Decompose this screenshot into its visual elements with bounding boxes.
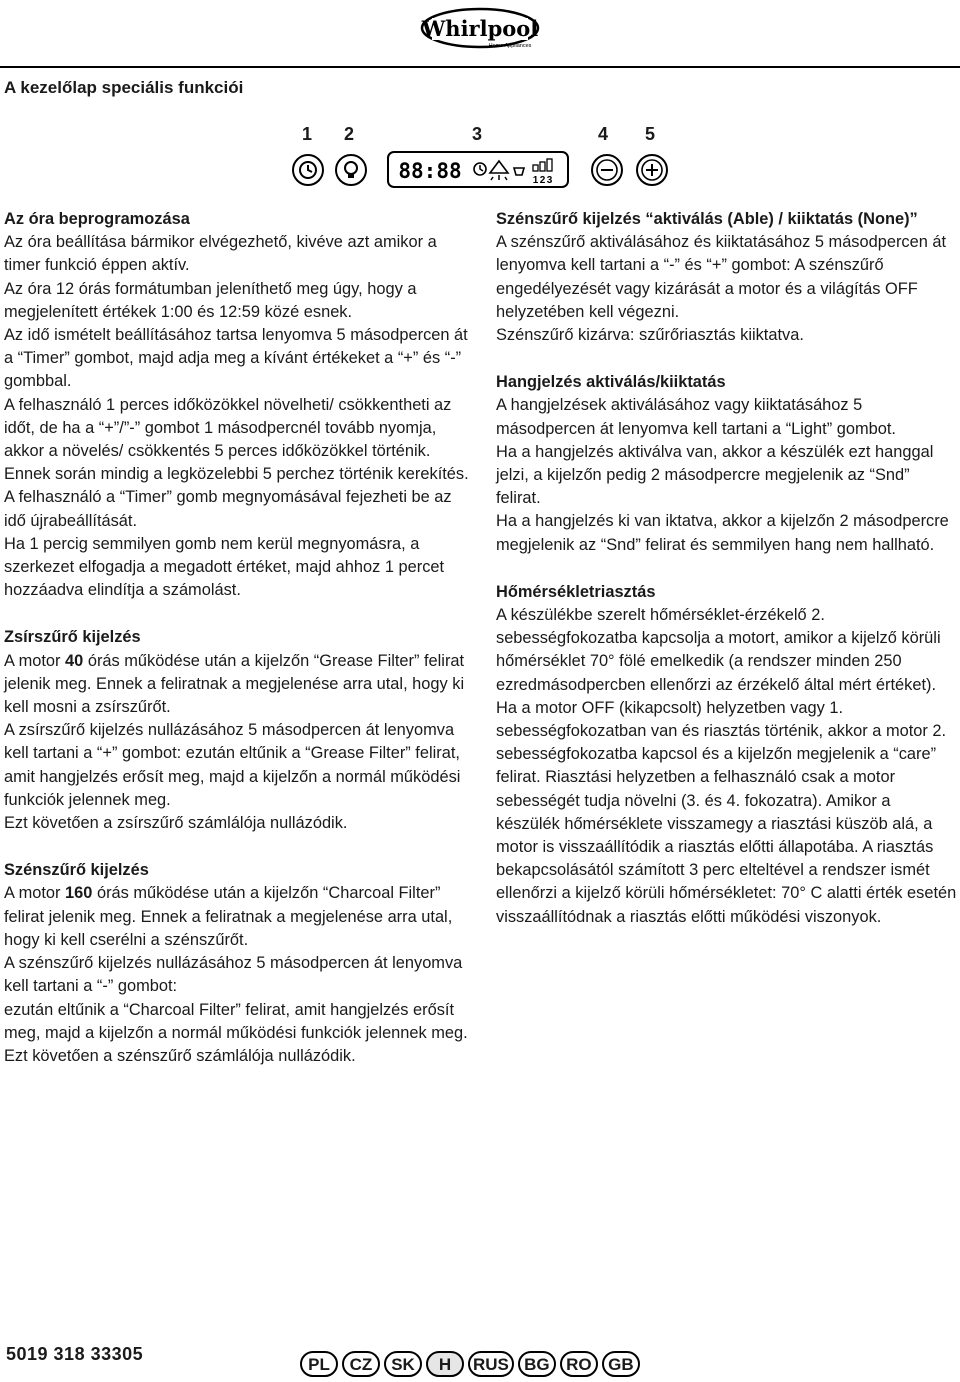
right-column — [496, 208, 958, 929]
svg-text:Whirlpool: Whirlpool — [421, 16, 539, 41]
document-code: 5019 318 33305 — [6, 1344, 144, 1364]
paragraph: Ha a hangjelzés ki van iktatva, akkor a kijelzőn 2 másodpercre megjelenik az “Snd” felirat és semmilyen hang nem hallható. — [496, 512, 949, 554]
paragraph: Ha a motor OFF (kikapcsolt) helyzetben vagy 1. sebességfokozatban van és riasztás történik, akkor a motor 2. sebességfokozatba kapcsol és a kijelzőn megjelenik a “care” felirat. Riasztási helyzetben a felhasználó csak a motor sebességét tudja növelni (3. és 4. fokozatra). Amikor a készülék hőmérséklete visszamegy a riasztási küszöb alá, a motor is visszaállítódik a riasztás előtti állapotába. A riasztás bekapcsolásától számított 3 perc elteltével a rendszer ismét ellenőrzi a kijelző körüli hőmérsékletet: 70° C alatti érték esetén visszaállítódnak a riasztás előtti működési viszonyok. — [496, 698, 957, 926]
paragraph: Ha a hangjelzés aktiválva van, akkor a készülék ezt hanggal jelzi, a kijelzőn pedig 2 másodpercre megjelenik az “Snd” felirat. — [496, 442, 934, 508]
paragraph: ezután eltűnik a “Charcoal Filter” felirat, amit hangjelzés erősít meg, majd a kijelzőn a normál működési funkciók jelennek meg. — [4, 1000, 468, 1042]
language-badge-ro: RO — [560, 1351, 598, 1377]
paragraph: A szénszűrő kijelzés nullázásához 5 másodpercen át lenyomva kell tartani a “-” gombot: — [4, 954, 463, 996]
clock-button[interactable] — [293, 155, 323, 185]
light-button[interactable] — [336, 155, 366, 185]
paragraph: A zsírszűrő kijelzés nullázásához 5 másodpercen át lenyomva kell tartani a “+” gombot: ezután eltűnik a “Grease Filter” felirat, amit hangjelzés erősít meg, majd a kijelzőn a normál működési funkciók jelennek meg. — [4, 721, 461, 809]
panel-number-3: 3 — [472, 124, 483, 144]
plus-button[interactable] — [637, 155, 667, 185]
paragraph: Ha 1 percig semmilyen gomb nem kerül megnyomásra, a szerkezet elfogadja a megadott értéket, majd ahhoz 1 percet hozzáadva elindítja a számolást. — [4, 534, 445, 600]
paragraph: A motor 160 órás működése után a kijelzőn “Charcoal Filter” felirat jelenik meg. Ennek a feliratnak a megjelenése arra utal, hogy ki kell cserélni a szénszűrőt. — [4, 884, 453, 949]
section-title-temperature-alarm: Hőmérsékletriasztás — [496, 582, 656, 601]
whirlpool-logo — [418, 6, 542, 54]
language-badge-pl: PL — [300, 1351, 338, 1377]
panel-button-numbers — [0, 124, 960, 148]
language-badge-cz: CZ — [342, 1351, 380, 1377]
minus-button[interactable] — [592, 155, 622, 185]
paragraph: Az idő ismételt beállításához tartsa lenyomva 5 másodpercen át a “Timer” gombot, majd adja meg a kívánt értékeket a “+” és “-” gombbal. — [4, 326, 468, 391]
paragraph: A felhasználó a “Timer” gomb megnyomásával fejezheti be az idő újrabeállítását. — [4, 488, 452, 530]
control-panel-diagram — [288, 150, 672, 190]
language-badge-rus: RUS — [468, 1351, 514, 1377]
paragraph: Ezt követően a zsírszűrő számlálója nullázódik. — [4, 814, 348, 833]
section-title-grease-filter: Zsírszűrő kijelzés — [4, 628, 141, 647]
display-digits: 88:88 — [398, 159, 462, 183]
speed-label-1: 1 — [532, 175, 539, 186]
paragraph: A felhasználó 1 perces időközökkel növelheti/ csökkentheti az időt, de ha a “+”/”-” gombot 1 másodpercnél tovább nyomja, akkor a növelés/ csökkentés 5 perces időközökkel történik. Ennek során mindig a legközelebbi 5 perchez történik kerekítés. — [4, 395, 469, 484]
section-title-charcoal-filter: Szénszűrő kijelzés — [4, 861, 149, 880]
paragraph: Ezt követően a szénszűrő számlálója nullázódik. — [4, 1046, 356, 1065]
svg-text:Home Appliances: Home Appliances — [488, 43, 532, 49]
panel-number-5: 5 — [645, 124, 656, 144]
language-badge-bg: BG — [518, 1351, 556, 1377]
speed-label-2: 2 — [539, 175, 546, 186]
paragraph: Az óra 12 órás formátumban jeleníthető meg úgy, hogy a megjelenített értékek 1:00 és 12:59 közé esnek. — [4, 279, 417, 321]
hours-value: 160 — [65, 884, 93, 903]
section-title-sound: Hangjelzés aktiválás/kiiktatás — [496, 373, 726, 392]
paragraph: Az óra beállítása bármikor elvégezhető, kivéve azt amikor a timer funkció éppen aktív. — [4, 233, 437, 275]
section-title-charcoal-activation: Szénszűrő kijelzés “aktiválás (Able) / kiiktatás (None)” — [496, 210, 918, 228]
paragraph: A szénszűrő aktiválásához és kiiktatásához 5 másodpercen át lenyomva kell tartani a “-” és “+” gombot: A szénszűrő engedélyezését vagy kizárását a motor és a világítás OFF helyzetében kell végezni. — [496, 233, 947, 321]
section-title-clock: Az óra beprogramozása — [4, 210, 190, 228]
paragraph: A készülékbe szerelt hőmérséklet-érzékelő 2. sebességfokozatba kapcsolja a motort, amikor a kijelző körüli hőmérséklet 70° fölé emelkedik (a rendszer minden 250 ezredmásodpercben ellenőrzi az érzékelő által mért értéket). — [496, 606, 941, 694]
left-column — [4, 208, 470, 1068]
language-badge-gb: GB — [602, 1351, 640, 1377]
page-title: A kezelőlap speciális funkciói — [4, 78, 244, 97]
hours-value: 40 — [65, 651, 84, 670]
display-window — [388, 152, 568, 187]
language-badges — [300, 1351, 640, 1377]
panel-number-4: 4 — [598, 124, 609, 144]
paragraph: Szénszűrő kizárva: szűrőriasztás kiiktatva. — [496, 326, 804, 345]
language-badge-sk: SK — [384, 1351, 422, 1377]
paragraph: A hangjelzések aktiválásához vagy kiiktatásához 5 másodpercen át lenyomva kell tartani a “Light” gombot. — [496, 396, 896, 438]
panel-number-1: 1 — [302, 124, 313, 144]
paragraph: A motor 40 órás működése után a kijelzőn “Grease Filter” felirat jelenik meg. Ennek a feliratnak a megjelenése arra utal, hogy ki kell mosni a zsírszűrőt. — [4, 651, 465, 717]
panel-number-2: 2 — [344, 124, 355, 144]
speed-label-3: 3 — [546, 175, 553, 186]
header-divider — [0, 66, 960, 68]
language-badge-h: H — [426, 1351, 464, 1377]
